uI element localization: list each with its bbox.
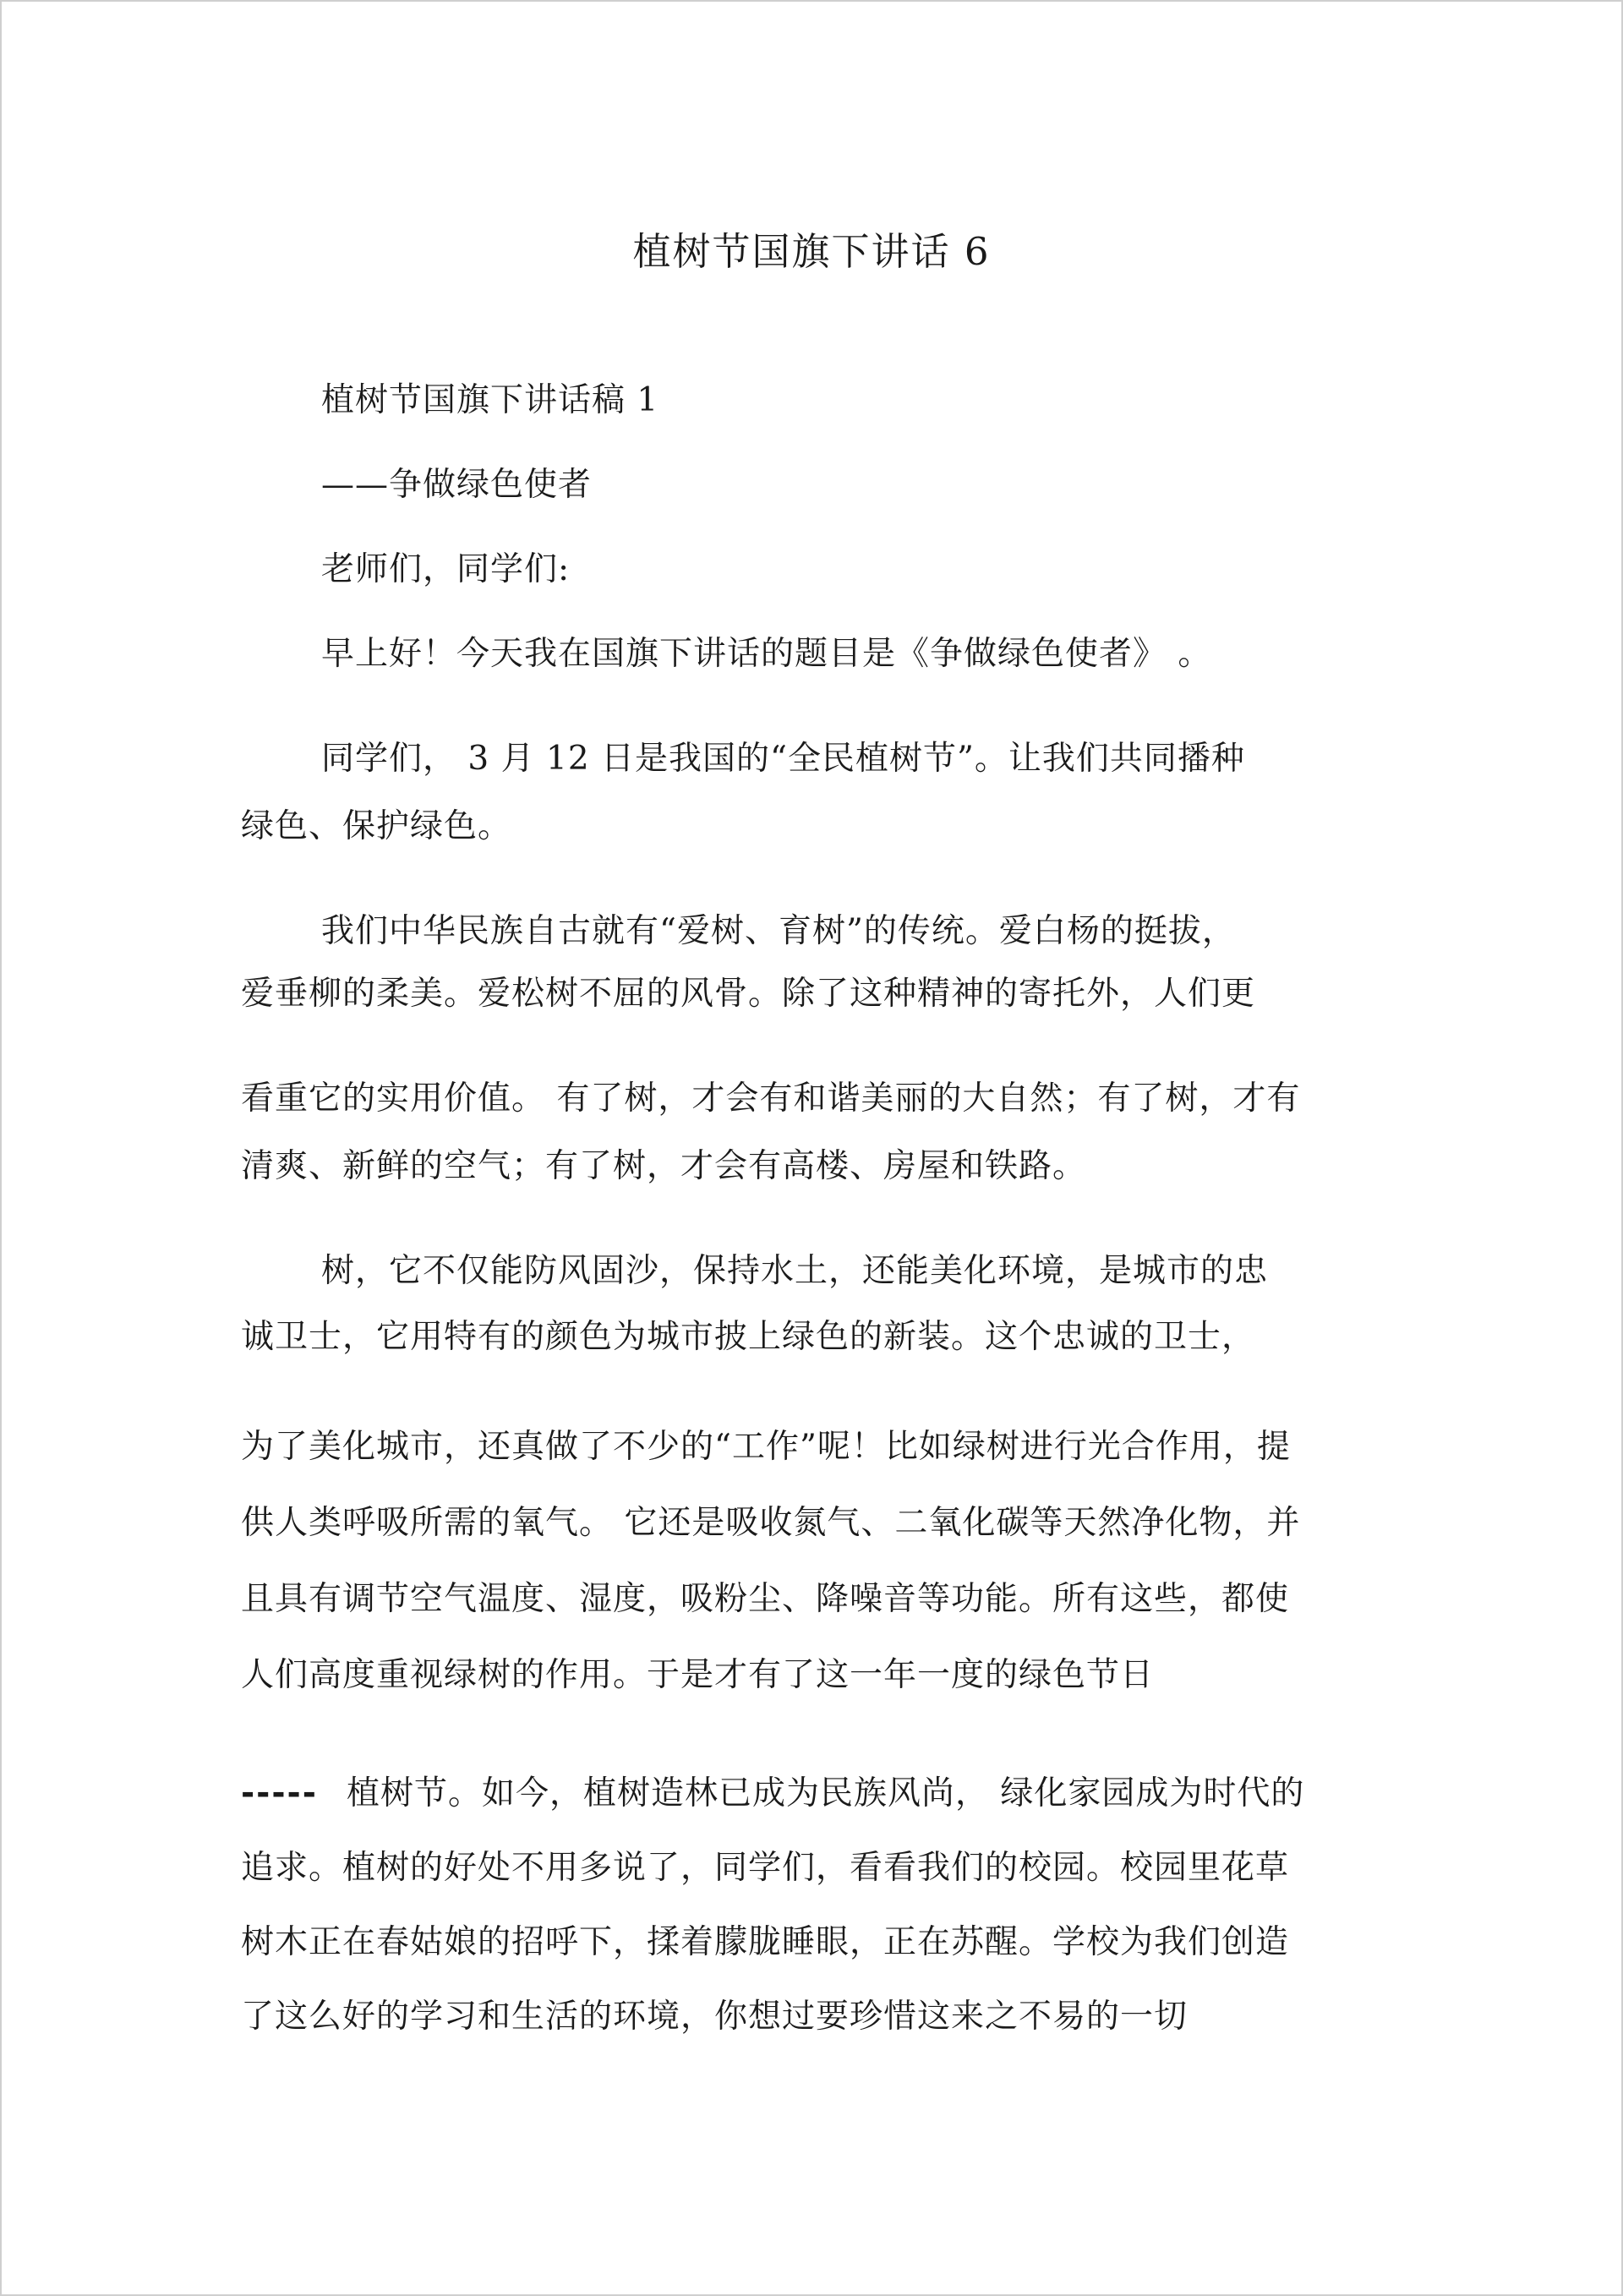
paragraph-line: 绿色、保护绿色。 (241, 807, 512, 845)
paragraph-line: 诚卫士，它用特有的颜色为城市披上绿色的新装。这个忠诚的卫士， (241, 1318, 1256, 1356)
paragraph-line: 且具有调节空气温度、湿度，吸粉尘、降噪音等功能。所有这些，都使 (241, 1580, 1290, 1618)
paragraph-line: 人们高度重视绿树的作用。于是才有了这一年一度的绿色节日 (241, 1656, 1155, 1694)
paragraph-line: 了这么好的学习和生活的环境，你想过要珍惜这来之不易的一切 (241, 1998, 1189, 2036)
paragraph-line: 同学们， 3 月 12 日是我国的“全民植树节”。让我们共同播种 (321, 740, 1245, 778)
speech-subtitle: 植树节国旗下讲话稿 1 (321, 381, 659, 419)
paragraph-line: 清爽、新鲜的空气；有了树，才会有高楼、房屋和铁路。 (241, 1147, 1087, 1185)
paragraph-line: 供人类呼吸所需的氧气。 它还是吸收氮气、二氧化碳等天然净化物，并 (241, 1504, 1301, 1542)
paragraph-line: 我们中华民族自古就有“爱树、育树”的传统。爱白杨的挺拔， (321, 912, 1236, 950)
paragraph-line (241, 1774, 1304, 1814)
paragraph-line: 为了美化城市，还真做了不少的“工作”呢！比如绿树进行光合作用，提 (241, 1428, 1291, 1466)
speech-theme-line: ——争做绿色使者 (321, 466, 593, 504)
salutation: 老师们，同学们: (321, 550, 571, 588)
document-title: 植树节国旗下讲话 6 (632, 229, 991, 274)
dash-marker: ----- (241, 1774, 318, 1812)
paragraph-line-text: 植树节。如今，植树造林已成为民族风尚， 绿化家园成为时代的 (346, 1774, 1305, 1812)
paragraph-line: 看重它的实用价值。 有了树，才会有和谐美丽的大自然；有了树，才有 (241, 1080, 1301, 1118)
paragraph-line: 爱垂柳的柔美。爱松树不屈的风骨。除了这种精神的寄托外，人们更 (241, 975, 1256, 1013)
paragraph-line: 树木正在春姑娘的招呼下，揉着朦胧睡眼，正在苏醒。学校为我们创造 (241, 1923, 1290, 1961)
paragraph-line: 早上好！今天我在国旗下讲话的题目是《争做绿色使者》 。 (321, 635, 1212, 673)
paragraph-line: 树，它不仅能防风固沙，保持水土，还能美化环境，是城市的忠 (321, 1252, 1269, 1290)
paragraph-line: 追求。植树的好处不用多说了，同学们，看看我们的校园。校园里花草 (241, 1849, 1290, 1887)
